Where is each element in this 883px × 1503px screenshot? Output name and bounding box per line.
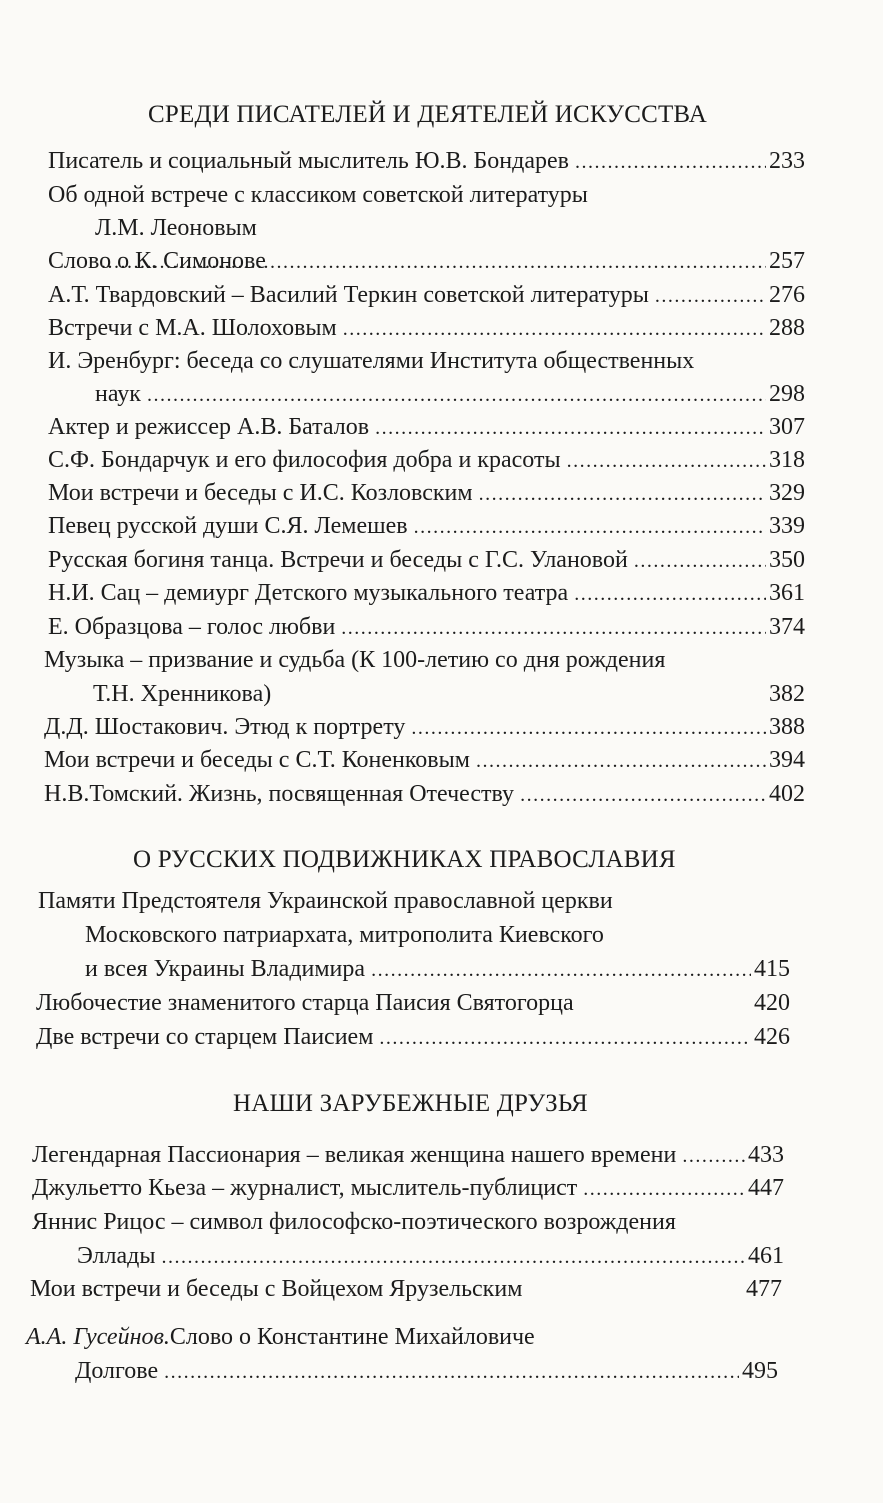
page-number: 298 bbox=[769, 381, 805, 407]
page-number: 339 bbox=[769, 513, 805, 539]
toc-entry bbox=[48, 346, 805, 376]
toc-entry-continuation bbox=[85, 954, 790, 984]
entry-title: Джульетто Кьеза – журналист, мыслитель-публицист bbox=[32, 1175, 578, 1201]
toc-entry bbox=[32, 1173, 784, 1203]
page-number: 394 bbox=[769, 747, 805, 773]
entry-title: Встречи с М.А. Шолоховым bbox=[48, 315, 337, 341]
section-heading: О РУССКИХ ПОДВИЖНИКАХ ПРАВОСЛАВИЯ bbox=[133, 846, 676, 873]
toc-entry bbox=[44, 712, 805, 742]
dot-leader bbox=[682, 1141, 745, 1171]
entry-title: Т.Н. Хренникова) bbox=[93, 681, 272, 707]
entry-title: С.Ф. Бондарчук и его философия добра и красоты bbox=[48, 447, 561, 473]
entry-title: Слово о К. Симонове bbox=[48, 248, 266, 274]
page-number: 495 bbox=[742, 1358, 778, 1384]
page-number: 420 bbox=[754, 990, 790, 1016]
toc-entry bbox=[48, 280, 805, 310]
toc-entry-continuation bbox=[93, 679, 805, 709]
dot-leader bbox=[371, 955, 751, 985]
section-heading: СРЕДИ ПИСАТЕЛЕЙ И ДЕЯТЕЛЕЙ ИСКУССТВА bbox=[148, 101, 707, 128]
toc-entry bbox=[48, 545, 805, 575]
entry-title: Две встречи со старцем Паисием bbox=[36, 1024, 374, 1050]
dot-leader bbox=[567, 446, 766, 476]
entry-title: Любочестие знаменитого старца Паисия Святогорца bbox=[36, 990, 574, 1016]
toc-entry bbox=[44, 779, 805, 809]
toc-entry bbox=[30, 1274, 782, 1304]
toc-entry-continuation bbox=[95, 379, 805, 409]
toc-entry bbox=[32, 1207, 784, 1237]
entry-title: Мои встречи и беседы с И.С. Козловским bbox=[48, 480, 473, 506]
dot-leader bbox=[164, 1357, 739, 1387]
toc-entry bbox=[48, 511, 805, 541]
entry-title: Д.Д. Шостакович. Этюд к портрету bbox=[44, 714, 406, 740]
page-number: 461 bbox=[748, 1243, 784, 1269]
toc-entry-continuation bbox=[75, 1356, 778, 1386]
page-number: 388 bbox=[769, 714, 805, 740]
page-number: 433 bbox=[748, 1142, 784, 1168]
dot-leader bbox=[634, 546, 766, 576]
entry-title: И. Эренбург: беседа со слушателями Института общественных bbox=[48, 348, 695, 374]
toc-entry-continuation bbox=[85, 920, 805, 950]
entry-title: Эллады bbox=[77, 1243, 156, 1269]
page-number: 415 bbox=[754, 956, 790, 982]
toc-entry bbox=[48, 146, 805, 176]
dot-leader bbox=[575, 147, 766, 177]
dot-leader bbox=[161, 1242, 745, 1272]
entry-title: Легендарная Пассионария – великая женщина нашего времени bbox=[32, 1142, 677, 1168]
entry-title: и всея Украины Владимира bbox=[85, 956, 366, 982]
page-number: 402 bbox=[769, 781, 805, 807]
dot-leader bbox=[147, 380, 766, 410]
entry-title: Памяти Предстоятеля Украинской православной церкви bbox=[38, 888, 613, 914]
entry-title: Н.В.Томский. Жизнь, посвященная Отечеству bbox=[44, 781, 515, 807]
entry-title: Мои встречи и беседы с Войцехом Ярузельским bbox=[30, 1276, 523, 1302]
toc-entry bbox=[44, 745, 805, 775]
dot-leader bbox=[414, 512, 766, 542]
dot-leader bbox=[655, 281, 766, 311]
dot-leader bbox=[411, 713, 766, 743]
entry-title: Писатель и социальный мыслитель Ю.В. Бондарев bbox=[48, 148, 569, 174]
toc-entry bbox=[48, 180, 805, 210]
toc-entry bbox=[48, 412, 805, 442]
page-number: 361 bbox=[769, 580, 805, 606]
toc-entry-continuation bbox=[77, 1241, 784, 1271]
page-number: 257 bbox=[769, 248, 805, 274]
entry-author: А.А. Гусейнов. bbox=[26, 1324, 170, 1350]
toc-entry bbox=[48, 313, 805, 343]
dot-leader bbox=[375, 413, 766, 443]
dot-leader bbox=[479, 479, 766, 509]
entry-title: Л.М. Леоновым bbox=[95, 215, 257, 241]
toc-entry bbox=[48, 478, 805, 508]
dot-leader bbox=[476, 746, 766, 776]
page-number: 318 bbox=[769, 447, 805, 473]
page-number: 276 bbox=[769, 282, 805, 308]
entry-title: Московского патриархата, митрополита Киевского bbox=[85, 922, 604, 948]
toc-entry bbox=[44, 645, 805, 675]
page-number: 382 bbox=[769, 681, 805, 707]
page-number: 426 bbox=[754, 1024, 790, 1050]
toc-entry bbox=[32, 1140, 784, 1170]
section-heading: НАШИ ЗАРУБЕЖНЫЕ ДРУЗЬЯ bbox=[233, 1090, 588, 1117]
page-number: 350 bbox=[769, 547, 805, 573]
page-number: 233 bbox=[769, 148, 805, 174]
page-number: 374 bbox=[769, 614, 805, 640]
page-number: 447 bbox=[748, 1175, 784, 1201]
dot-leader bbox=[343, 314, 766, 344]
toc-entry bbox=[36, 1022, 790, 1052]
entry-title: Слово о Константине Михайловиче bbox=[169, 1324, 535, 1350]
toc-entry bbox=[38, 886, 805, 916]
toc-entry bbox=[48, 445, 805, 475]
entry-title: А.Т. Твардовский – Василий Теркин советской литературы bbox=[48, 282, 649, 308]
page-number: 477 bbox=[746, 1276, 782, 1302]
page-number: 329 bbox=[769, 480, 805, 506]
entry-title: Долгове bbox=[75, 1358, 159, 1384]
toc-entry bbox=[36, 988, 790, 1018]
dot-leader bbox=[520, 780, 766, 810]
entry-title: Русская богиня танца. Встречи и беседы с Г.С. Улановой bbox=[48, 547, 628, 573]
entry-title: Е. Образцова – голос любви bbox=[48, 614, 336, 640]
entry-title: наук bbox=[95, 381, 141, 407]
toc-entry bbox=[48, 246, 266, 276]
toc-entry bbox=[26, 1322, 778, 1352]
dot-leader bbox=[341, 613, 766, 643]
entry-title: Об одной встрече с классиком советской литературы bbox=[48, 182, 588, 208]
entry-title: Мои встречи и беседы с С.Т. Коненковым bbox=[44, 747, 470, 773]
entry-title: Н.И. Сац – демиург Детского музыкального театра bbox=[48, 580, 569, 606]
toc-entry bbox=[48, 578, 805, 608]
toc-entry-continuation bbox=[95, 213, 805, 243]
dot-leader bbox=[583, 1174, 745, 1204]
entry-title: Певец русской души С.Я. Лемешев bbox=[48, 513, 408, 539]
page-number: 288 bbox=[769, 315, 805, 341]
entry-title: Яннис Рицос – символ философско-поэтического возрождения bbox=[32, 1209, 676, 1235]
page-number: 307 bbox=[769, 414, 805, 440]
entry-title: Актер и режиссер А.В. Баталов bbox=[48, 414, 370, 440]
entry-title: Музыка – призвание и судьба (К 100-летию со дня рождения bbox=[44, 647, 666, 673]
dot-leader bbox=[574, 579, 766, 609]
dot-leader bbox=[379, 1023, 751, 1053]
toc-entry bbox=[48, 612, 805, 642]
